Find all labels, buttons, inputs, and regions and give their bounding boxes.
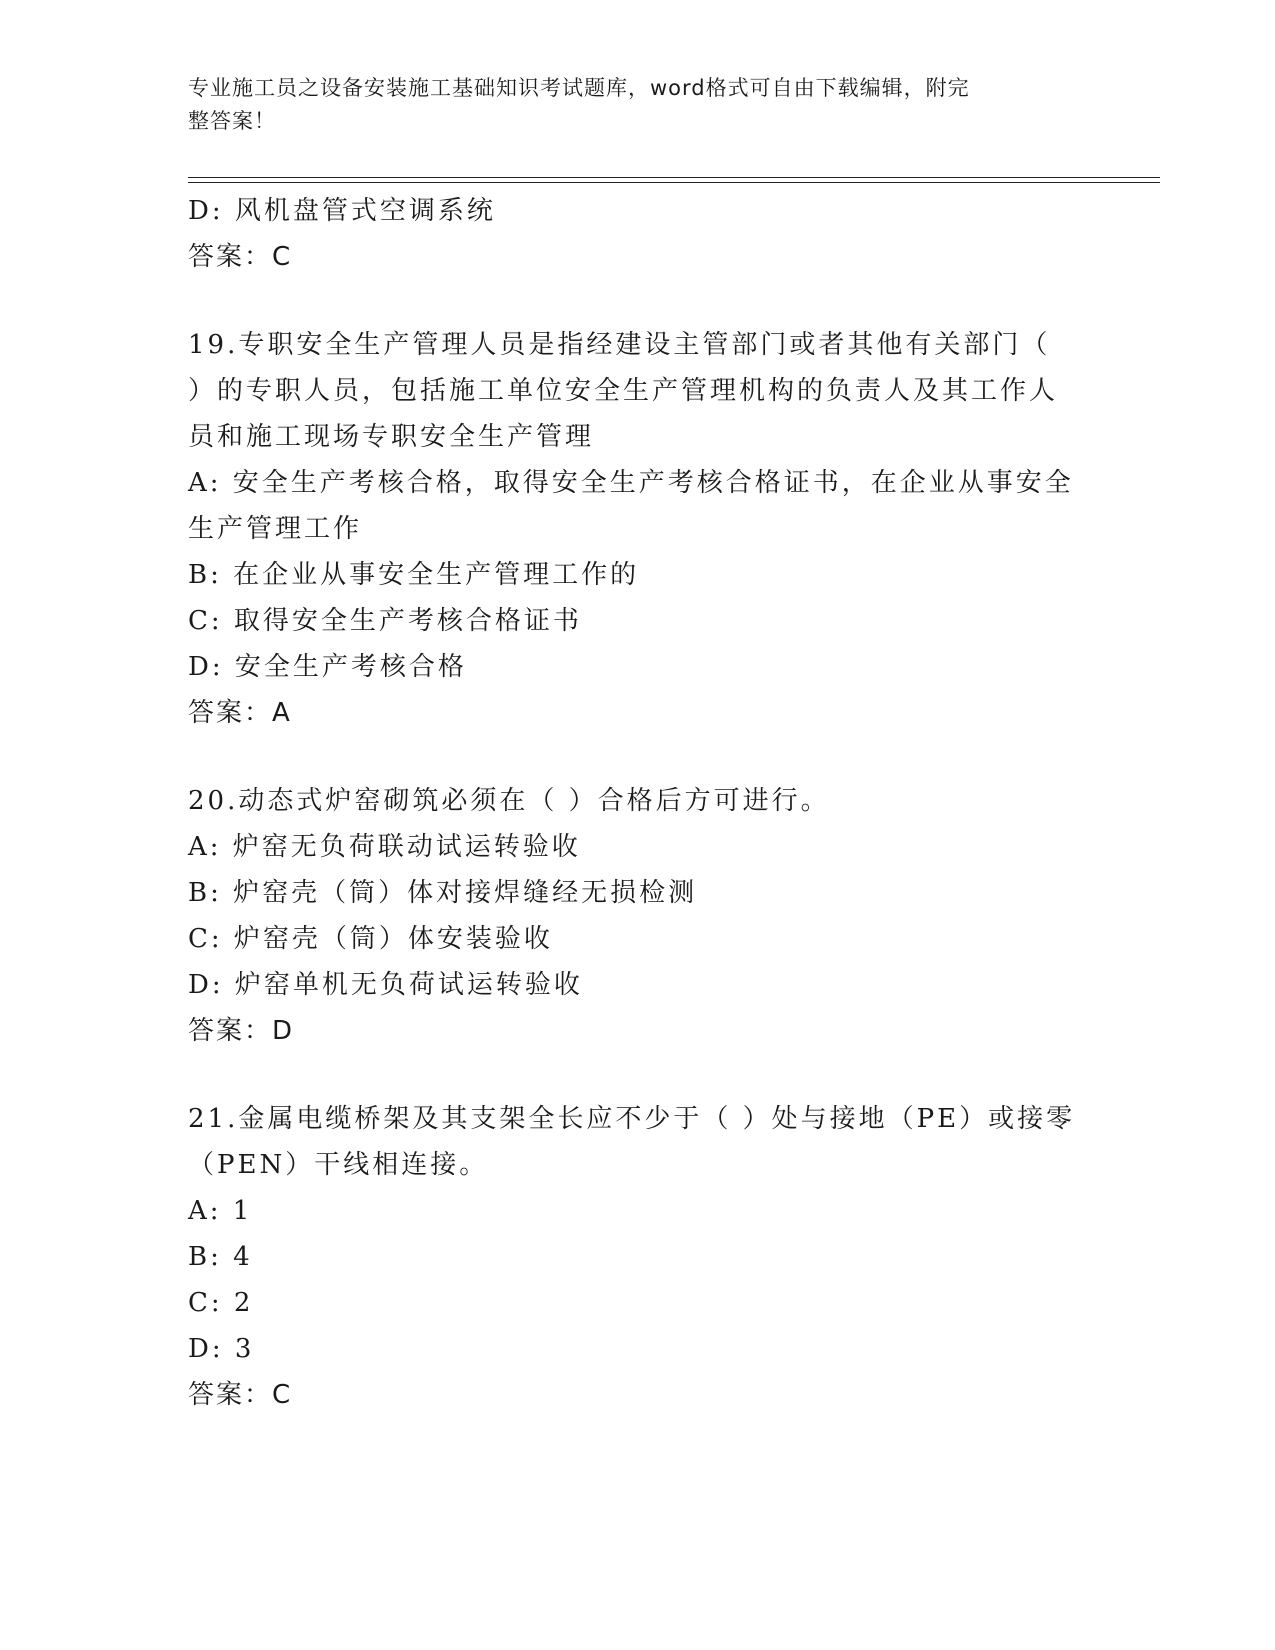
spacer (188, 280, 1088, 322)
header-divider-top (188, 177, 1160, 178)
question-21 (188, 1096, 1088, 1418)
question-content (188, 188, 1088, 1418)
option-c: C: 2 (188, 1288, 254, 1318)
option-d: D: 风机盘管式空调系统 (188, 196, 496, 226)
option-d: D: 炉窑单机无负荷试运转验收 (188, 970, 583, 1000)
question-stem: 21.金属电缆桥架及其支架全长应不少于（ ）处与接地（PE）或接零 (188, 1104, 1076, 1134)
question-stem: 20.动态式炉窑砌筑必须在（ ）合格后方可进行。 (188, 786, 830, 816)
spacer (188, 736, 1088, 778)
option-c: C: 炉窑壳（筒）体安装验收 (188, 924, 553, 954)
answer: 答案：C (188, 1380, 293, 1410)
question-18-tail (188, 188, 1088, 280)
option-a: A: 炉窑无负荷联动试运转验收 (188, 832, 581, 862)
header-line-2: 整答案！ (188, 109, 276, 133)
option-b: B: 在企业从事安全生产管理工作的 (188, 560, 640, 590)
question-stem: （PEN）干线相连接。 (188, 1150, 489, 1180)
answer: 答案：A (188, 698, 292, 728)
question-20 (188, 778, 1088, 1054)
spacer (188, 1054, 1088, 1096)
header-divider-bottom (188, 182, 1160, 183)
option-a: 生产管理工作 (188, 514, 363, 544)
answer: 答案：D (188, 1016, 295, 1046)
option-a: A: 安全生产考核合格，取得安全生产考核合格证书，在企业从事安全 (188, 468, 1074, 498)
question-19 (188, 322, 1088, 736)
option-c: C: 取得安全生产考核合格证书 (188, 606, 582, 636)
option-b: B: 炉窑壳（筒）体对接焊缝经无损检测 (188, 878, 698, 908)
question-stem: 员和施工现场专职安全生产管理 (188, 422, 595, 452)
header-line-1: 专业施工员之设备安装施工基础知识考试题库，word格式可自由下载编辑，附完 (188, 76, 970, 100)
document-header (188, 72, 1068, 138)
option-b: B: 4 (188, 1242, 253, 1272)
question-stem: 19.专职安全生产管理人员是指经建设主管部门或者其他有关部门（ (188, 330, 1051, 360)
question-stem: ）的专职人员，包括施工单位安全生产管理机构的负责人及其工作人 (188, 376, 1059, 406)
option-d: D: 3 (188, 1334, 255, 1364)
option-a: A: 1 (188, 1196, 253, 1226)
option-d: D: 安全生产考核合格 (188, 652, 467, 682)
answer: 答案：C (188, 242, 293, 272)
